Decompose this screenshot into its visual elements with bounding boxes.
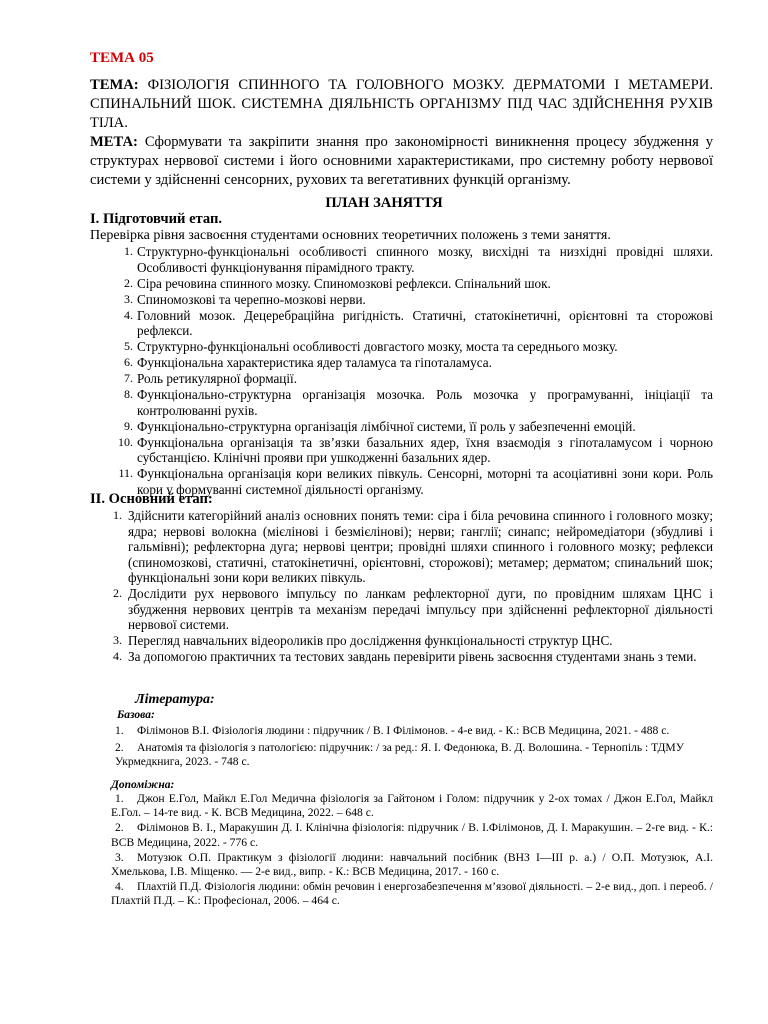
list-item bbox=[124, 355, 713, 371]
reference-number: 1. bbox=[115, 724, 124, 737]
list-item-number: 1. bbox=[113, 508, 122, 522]
list-item-text: Функціонально-структурна організація мозочка. Роль мозочка у програмуванні, ініціації та контролюванні рухів. bbox=[137, 387, 713, 418]
reference-item bbox=[111, 792, 713, 820]
stage2-heading: II. Основний етап: bbox=[90, 491, 213, 507]
reference-item bbox=[115, 724, 713, 738]
list-item-text: Структурно-функціональні особливості спинного мозку, висхідні та низхідні провідні шляхи. Особливості функціонування пірамідного тракту. bbox=[137, 244, 713, 275]
list-item-text: Функціонально-структурна організація лімбічної системи, її роль у забезпеченні емоцій. bbox=[137, 418, 636, 434]
stage1-intro: Перевірка рівня засвоєння студентами основних теоретичних положень з теми заняття. bbox=[90, 228, 611, 243]
reference-number: 2. bbox=[115, 821, 124, 835]
stage1-heading: I. Підготовчий етап. bbox=[90, 211, 223, 227]
list-item bbox=[113, 633, 713, 649]
literature-base-list bbox=[115, 724, 713, 773]
topic-paragraph bbox=[90, 76, 713, 133]
reference-text: Мотузюк О.П. Практикум з фізіології людини: навчальний посібник (ВНЗ І—ІІІ р. а.) / О.П. Мотузюк, А.І. Хмелькова, І.В. Міщенко. — 2-е вид., випр. - К.: ВСВ Медицина, 2017. - 160 с. bbox=[111, 850, 713, 879]
list-item-text: Сіра речовина спинного мозку. Спиномозкові рефлекси. Спінальний шок. bbox=[137, 275, 551, 291]
reference-text: Джон Е.Гол, Майкл Е.Гол Медична фізіологія за Гайтоном і Голом: підручник у 2-ох томах / Джон Е.Гол, Майкл Е.Гол. – 14-те вид. - К. ВСВ Медицина, 2022. – 648 с. bbox=[111, 792, 713, 820]
list-item-number: 1. bbox=[124, 244, 133, 258]
list-item-text: Перегляд навчальних відеороликів про дослідження функціональності структур ЦНС. bbox=[128, 633, 613, 648]
list-item-text: За допомогою практичних та тестових завдань перевірити рівень засвоєння студентами знань з теми. bbox=[128, 649, 697, 664]
literature-heading: Література: bbox=[135, 692, 215, 707]
goal-text: Сформувати та закріпити знання про закономірності виникнення процесу збудження у структурах нервової системи і його основними характеристиками, про системну роботу нервової системи у здійсненні сенсорних, рухових та вегетативних функцій організму. bbox=[90, 134, 713, 188]
stage1-list bbox=[118, 244, 713, 498]
reference-item bbox=[115, 741, 713, 769]
list-item-text: Функціональна організація кори великих півкуль. Сенсорні, моторні та асоціативні зони кори. Роль кори у формуванні системної діяльності організму. bbox=[137, 466, 713, 497]
list-item-text: Головний мозок. Децеребраційна ригідність. Статичні, статокінетичні, орієнтовні та сторожові рефлекси. bbox=[137, 307, 713, 338]
list-item-text: Здійснити категорійний аналіз основних понять теми: сіра і біла речовина спинного і головного мозку; ядра; нервові волокна (мієлінові і безмієлінові); нерви; ганглії; синапс; нейромедіатори (збудливі і гальмівні); рефлекторна дуга; нервові центри; провідні шляхи спинного і головного мозку; рефлекси (спиномозкові, статичні, статокінетичні, орієнтовні, сторожові); метамер; дерматом; спинальний шок; функціональні зони кори великих півкуль. bbox=[128, 508, 713, 585]
reference-number: 3. bbox=[115, 850, 124, 864]
literature-extra-list bbox=[111, 792, 713, 910]
list-item bbox=[113, 508, 713, 586]
list-item-text: Функціональна організація та зв’язки базальних ядер, їхня взаємодія з гіпоталамусом і чорною субстанцією. Клінічні прояви при ушкодженні базальних ядер. bbox=[137, 434, 713, 465]
list-item-number: 2. bbox=[113, 586, 122, 600]
list-item-number: 8. bbox=[124, 387, 133, 401]
list-item bbox=[124, 418, 713, 435]
list-item bbox=[113, 649, 713, 665]
topic-label: ТЕМА: bbox=[90, 77, 139, 93]
reference-text: Анатомія та фізіологія з патологією: підручник: / за ред.: Я. І. Федонюка, В. Д. Волошина. - Тернопіль : ТДМУ Укрмедкнига, 2023. - 748 с. bbox=[115, 741, 684, 769]
list-item-text: Дослідити рух нервового імпульсу по ланкам рефлекторної дуги, по провідним шляхам ЦНС і збудження нервових центрів та механізм передачі імпульсу при здійсненні рефлекторної діяльності нервової системи. bbox=[128, 586, 713, 632]
list-item bbox=[113, 586, 713, 633]
reference-text: Філімонов В. І., Маракушин Д. І. Клінічна фізіологія: підручник / В. І.Філімонов, Д. І. Маракушин. – 2-ге вид. - К.: ВСВ Медицина, 2022. - 776 с. bbox=[111, 821, 713, 849]
reference-number: 4. bbox=[115, 880, 124, 894]
goal-label: МЕТА: bbox=[90, 134, 138, 150]
reference-item bbox=[111, 851, 713, 879]
list-item bbox=[124, 275, 713, 292]
list-item bbox=[118, 434, 713, 466]
topic-text: ФІЗІОЛОГІЯ СПИННОГО ТА ГОЛОВНОГО МОЗКУ. ДЕРМАТОМИ І МЕТАМЕРИ. СПИНАЛЬНИЙ ШОК. СИСТЕМНА ДІЯЛЬНІСТЬ ОРГАНІЗМУ ПІД ЧАС ЗДІЙСНЕННЯ РУХІВ ТІЛА. bbox=[90, 77, 713, 131]
list-item bbox=[124, 307, 713, 339]
list-item-number: 10. bbox=[118, 434, 133, 449]
list-item-number: 11. bbox=[118, 466, 133, 480]
reference-item bbox=[111, 821, 713, 849]
list-item bbox=[124, 387, 713, 418]
list-item-text: Спиномозкові та черепно-мозкові нерви. bbox=[137, 291, 366, 307]
list-item bbox=[124, 339, 713, 355]
list-item-number: 2. bbox=[124, 275, 133, 290]
topic-code: ТЕМА 05 bbox=[90, 50, 154, 66]
list-item bbox=[118, 466, 713, 497]
reference-item bbox=[111, 880, 713, 908]
list-item-text: Структурно-функціональні особливості довгастого мозку, моста та середнього мозку. bbox=[137, 339, 618, 354]
list-item-number: 4. bbox=[113, 649, 122, 663]
list-item-text: Функціональна характеристика ядер таламуса та гіпоталамуса. bbox=[137, 355, 492, 370]
literature-base-heading: Базова: bbox=[117, 709, 155, 721]
list-item-number: 7. bbox=[124, 371, 133, 385]
list-item-number: 5. bbox=[124, 339, 133, 353]
goal-paragraph bbox=[90, 133, 713, 190]
list-item bbox=[124, 291, 713, 308]
list-item-text: Роль ретикулярної формації. bbox=[137, 371, 297, 386]
reference-number: 1. bbox=[115, 792, 124, 805]
list-item bbox=[124, 371, 713, 387]
reference-number: 2. bbox=[115, 741, 124, 755]
list-item-number: 9. bbox=[124, 418, 133, 433]
list-item-number: 6. bbox=[124, 355, 133, 369]
list-item-number: 3. bbox=[113, 633, 122, 647]
list-item-number: 4. bbox=[124, 307, 133, 322]
reference-text: Філімонов В.І. Фізіологія людини : підручник / В. І Філімонов. - 4-е вид. - К.: ВСВ Медицина, 2021. - 488 с. bbox=[137, 724, 670, 737]
reference-text: Плахтій П.Д. Фізіологія людини: обмін речовин і енергозабезпечення м’язової діяльності. – 2-е вид., доп. і переоб. / Плахтій П.Д. – К.: Професіонал, 2006. – 464 с. bbox=[111, 880, 713, 908]
plan-title: ПЛАН ЗАНЯТТЯ bbox=[325, 195, 443, 211]
stage2-list bbox=[113, 508, 713, 665]
literature-extra-heading: Допоміжна: bbox=[111, 779, 175, 791]
list-item-number: 3. bbox=[124, 291, 133, 306]
list-item bbox=[124, 244, 713, 275]
